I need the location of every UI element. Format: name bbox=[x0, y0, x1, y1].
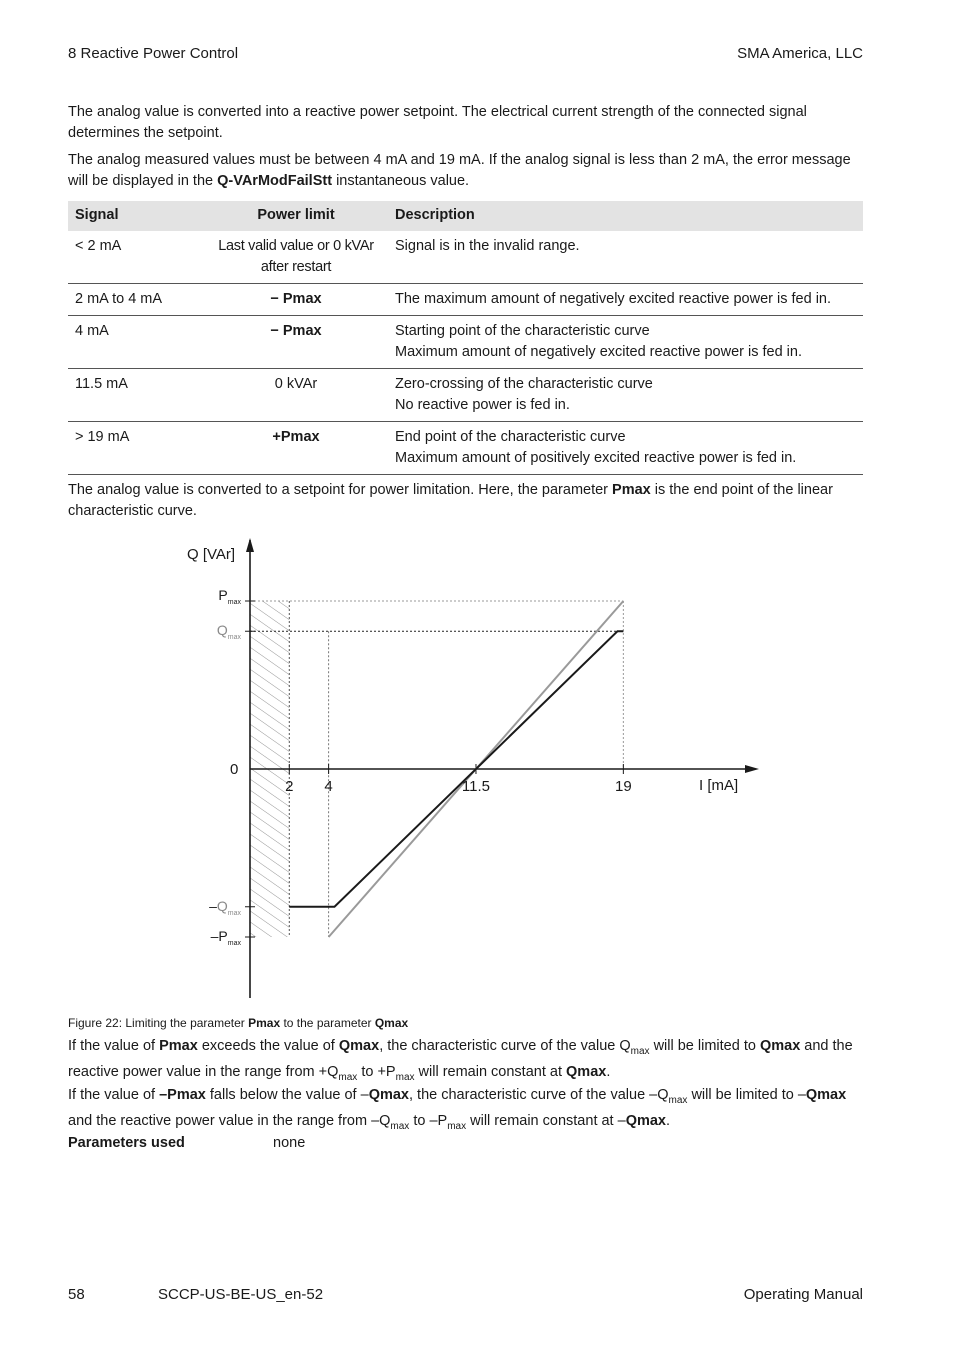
x-axis-label: I [mA] bbox=[699, 777, 739, 794]
cell-description: Zero-crossing of the characteristic curve No reactive power is fed in. bbox=[388, 369, 863, 422]
company-header: SMA America, LLC bbox=[737, 45, 863, 62]
cell-description: End point of the characteristic curve Maximum amount of positively excited reactive power is fed in. bbox=[388, 422, 863, 475]
cell-limit: Last valid value or 0 kVAr after restart bbox=[204, 231, 388, 284]
cell-signal: < 2 mA bbox=[68, 231, 204, 284]
params-label: Parameters used bbox=[68, 1135, 185, 1151]
cell-signal: > 19 mA bbox=[68, 422, 204, 475]
qmax-paragraph: If the value of Pmax exceeds the value of Qmax, the characteristic curve of the value $Q_{max}$ will be limited to Qmax and the reactive power value in the range from $+Q_{max}$ to $+P_{max}$ will remain constant at Qmax. bbox=[68, 1038, 853, 1083]
y-tick-label-pmax: $P_{max}$ bbox=[218, 587, 241, 606]
x-tick-label: 2 bbox=[285, 778, 294, 795]
y-axis-arrow bbox=[246, 538, 254, 552]
x-tick-label: 4 bbox=[324, 778, 333, 795]
page-number: 58 bbox=[68, 1286, 85, 1303]
x-axis-arrow bbox=[745, 765, 759, 773]
y-tick-label-qmax: $Q_{max}$ bbox=[216, 622, 241, 642]
cell-signal: 11.5 mA bbox=[68, 369, 204, 422]
neg-qmax-paragraph: If the value of –Pmax falls below the value of –Qmax, the characteristic curve of the value $-Q_{max}$ will be limited to –Qmax and the reactive power value in the range from $-Q_{max}$ to $-P_{max}$ will remain constant at –Qmax. bbox=[68, 1087, 847, 1132]
intro-paragraph-2: The analog measured values must be between 4 mA and 19 mA. If the analog signal is less than 2 mA, the error message will be displayed in the Q-VArModFailStt instantaneous value. bbox=[68, 152, 851, 189]
cell-limit: − Pmax bbox=[204, 316, 388, 369]
cell-signal: 4 mA bbox=[68, 316, 204, 369]
cell-limit: 0 kVAr bbox=[204, 369, 388, 422]
cell-limit: − Pmax bbox=[204, 284, 388, 316]
cell-signal: 2 mA to 4 mA bbox=[68, 284, 204, 316]
header-signal: Signal bbox=[68, 201, 204, 231]
header-description: Description bbox=[388, 201, 863, 231]
y-tick-label-neg-pmax: $-P_{max}$ bbox=[210, 928, 241, 947]
y-axis-label: Q [VAr] bbox=[187, 546, 236, 563]
document-id: SCCP-US-BE-US_en-52 bbox=[158, 1286, 324, 1303]
cell-description: The maximum amount of negatively excited reactive power is fed in. bbox=[388, 284, 863, 316]
intro-paragraph-1: The analog value is converted into a reactive power setpoint. The electrical current strength of the connected signal determines the setpoint. bbox=[68, 104, 807, 141]
y-tick-label-zero: 0 bbox=[230, 761, 239, 778]
chapter-header: 8 Reactive Power Control bbox=[68, 45, 239, 62]
cell-limit: +Pmax bbox=[204, 422, 388, 475]
y-tick-label-neg-qmax: $-Q_{max}$ bbox=[209, 897, 241, 917]
cell-description: Starting point of the characteristic curve Maximum amount of negatively excited reactive power is fed in. bbox=[388, 316, 863, 369]
params-value: none bbox=[273, 1135, 306, 1151]
x-tick-label: 11.5 bbox=[461, 778, 491, 795]
param-name: Q-VArModFailStt bbox=[217, 173, 333, 189]
pmax-paragraph: The analog value is converted to a setpoint for power limitation. Here, the parameter Pmax is the end point of the linear characteristic curve. bbox=[68, 482, 833, 519]
x-tick-label: 19 bbox=[615, 778, 632, 795]
cell-description: Signal is in the invalid range. bbox=[388, 231, 863, 284]
figure-caption: Figure 22: Limiting the parameter Pmax to the parameter Qmax bbox=[68, 1016, 409, 1030]
document-type: Operating Manual bbox=[743, 1286, 863, 1303]
header-power-limit: Power limit bbox=[204, 201, 388, 231]
